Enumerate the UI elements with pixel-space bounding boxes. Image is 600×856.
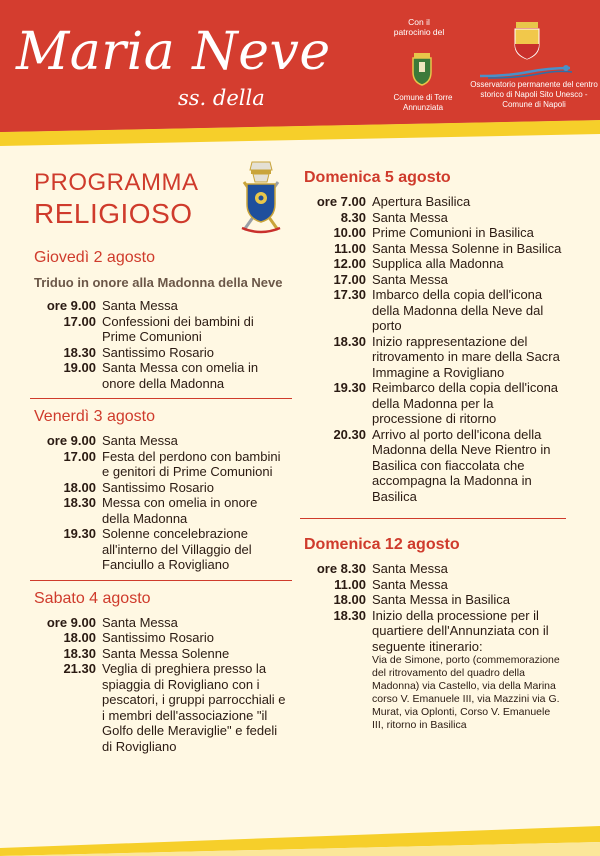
- event-time: ore 9.00: [46, 614, 96, 630]
- event-text: Imbarco della copia dell'icona della Madonna della Neve dal porto: [372, 287, 544, 333]
- list-item: [304, 561, 562, 577]
- event-time: 17.30: [333, 287, 366, 302]
- event-text: Inizio della processione per il quartiere dell'Annunziata con il seguente itinerario:: [372, 607, 549, 654]
- list-item: [34, 298, 288, 314]
- event-time: 8.30: [340, 209, 366, 225]
- torre-annunziata-crest-icon: [409, 52, 435, 86]
- event-text-with-note: [366, 608, 562, 733]
- event-time: 17.00: [333, 271, 366, 287]
- divider: [300, 518, 566, 519]
- list-item: [34, 449, 288, 480]
- event-title: Maria Neve: [16, 22, 331, 82]
- event-text: Santa Messa Solenne: [102, 645, 230, 661]
- event-time: 18.30: [333, 333, 366, 349]
- list-item: [304, 210, 562, 226]
- event-text: Santa Messa Solenne in Basilica: [372, 240, 562, 256]
- list-item: [304, 194, 562, 210]
- event-time: 18.00: [63, 630, 96, 646]
- program-heading: [34, 168, 199, 231]
- day-title-sabato: Sabato 4 agosto: [34, 589, 151, 607]
- divider: [30, 580, 292, 581]
- event-time: 18.30: [63, 495, 96, 511]
- event-text: Santa Messa: [102, 614, 178, 630]
- event-time: 19.30: [333, 380, 366, 395]
- event-time: 11.00: [334, 240, 366, 256]
- program-heading-line2: RELIGIOSO: [34, 198, 193, 230]
- event-time: 18.30: [333, 607, 366, 623]
- event-text: Santa Messa: [102, 298, 178, 314]
- event-text: Santissimo Rosario: [102, 344, 214, 360]
- program-heading-line1: PROGRAMMA: [34, 169, 199, 196]
- papal-coat-of-arms-icon: [236, 160, 286, 238]
- event-text: Inizio rappresentazione del ritrovamento in mare della Sacra Immagine a Rovigliano: [372, 333, 560, 380]
- list-item: [34, 646, 288, 662]
- event-text: Festa del perdono con bambini e genitori di Prime Comunioni: [102, 448, 281, 480]
- event-text: Santa Messa: [102, 433, 178, 449]
- event-time: 18.30: [63, 645, 96, 661]
- event-time: 19.00: [63, 360, 96, 376]
- event-text: Santa Messa: [372, 561, 448, 576]
- event-time: ore 8.30: [316, 561, 366, 576]
- event-time: ore 9.00: [46, 433, 96, 449]
- event-text: Santa Messa: [372, 209, 448, 225]
- event-time: 10.00: [333, 225, 366, 240]
- comune-label: Comune di Torre Annunziata: [393, 93, 453, 112]
- event-text: Solenne concelebrazione all'interno del Villaggio del Fanciullo a Rovigliano: [102, 526, 252, 573]
- event-time: 21.30: [63, 661, 96, 677]
- event-text: Messa con omelia in onore della Madonna: [102, 495, 258, 526]
- list-item: [34, 615, 288, 631]
- event-time: 18.00: [333, 592, 366, 607]
- observatory-wave-icon: [478, 62, 574, 80]
- list-item: [304, 241, 562, 257]
- event-time: 11.00: [334, 576, 366, 592]
- right-column: [304, 166, 562, 732]
- event-text: Prime Comunioni in Basilica: [372, 225, 534, 240]
- list-item: [304, 225, 562, 241]
- list-item: [34, 314, 288, 345]
- event-text: Apertura Basilica: [372, 194, 471, 209]
- event-time: 18.00: [63, 479, 96, 495]
- list-item: [304, 272, 562, 288]
- list-item: [304, 427, 562, 505]
- event-time: 17.00: [63, 448, 96, 464]
- day-title-venerdi: Venerdì 3 agosto: [34, 408, 155, 426]
- napoli-crest-icon: [510, 22, 544, 60]
- event-time: ore 7.00: [316, 194, 366, 209]
- event-text: Santissimo Rosario: [102, 630, 214, 646]
- divider: [30, 398, 292, 399]
- event-text: Santa Messa con omelia in onore della Madonna: [102, 360, 259, 391]
- list-item: [34, 480, 288, 496]
- list-item: [34, 630, 288, 646]
- event-time: ore 9.00: [46, 298, 96, 314]
- event-subtitle: ss. della: [178, 86, 265, 110]
- list-item: [304, 608, 562, 733]
- event-time: 20.30: [333, 426, 366, 442]
- left-column: [34, 246, 288, 754]
- patronage-label: Con il patrocinio del: [393, 17, 445, 37]
- list-item: [34, 526, 288, 573]
- day-intro: Triduo in onore alla Madonna della Neve: [34, 275, 283, 290]
- list-item: [34, 661, 288, 754]
- itinerary-note: Via de Simone, porto (commemorazione del ritrovamento del quadro della Madonna) via Castello, via della Marina corso V. Emanuele III, via Mazzini via G. Murat, via Oplonti, Corso V. Emanuele III, ritorno in Basilica: [372, 654, 560, 731]
- event-text: Santa Messa: [372, 576, 448, 592]
- event-text: Santissimo Rosario: [102, 479, 214, 495]
- footer-yellow-stripe: [0, 822, 600, 856]
- list-item: [34, 433, 288, 449]
- list-item: [304, 256, 562, 272]
- event-time: 17.00: [63, 313, 96, 329]
- event-text: Santa Messa: [372, 271, 448, 287]
- list-item: [304, 380, 562, 427]
- event-text: Reimbarco della copia dell'icona della Madonna per la processione di ritorno: [372, 380, 559, 426]
- list-item: [34, 360, 288, 391]
- list-item: [34, 495, 288, 526]
- list-item: [304, 592, 562, 608]
- day-title-domenica-5: Domenica 5 agosto: [304, 169, 451, 186]
- event-text: Confessioni dei bambini di Prime Comunioni: [102, 313, 254, 345]
- event-text: Veglia di preghiera presso la spiaggia di Rovigliano con i pescatori, i gruppi parrocchiali e i membri dell'associazione "il Golfo delle Meraviglie" e fedeli di Rovigliano: [102, 661, 286, 754]
- event-text: Supplica alla Madonna: [372, 256, 504, 271]
- day-title-giovedi: Giovedì 2 agosto: [34, 249, 155, 266]
- event-text: Arrivo al porto dell'icona della Madonna della Neve Rientro in Basilica con fiaccolata che accompagna la Madonna in Basilica: [372, 426, 551, 504]
- observatory-label: Osservatorio permanente del centro storico di Napoli Sito Unesco - Comune di Napoli: [470, 80, 598, 109]
- header-yellow-stripe: [0, 120, 600, 160]
- event-text: Santa Messa in Basilica: [372, 592, 511, 607]
- list-item: [304, 287, 562, 334]
- event-time: 18.30: [63, 344, 96, 360]
- list-item: [34, 345, 288, 361]
- list-item: [304, 577, 562, 593]
- event-time: 12.00: [333, 256, 366, 271]
- event-time: 19.30: [63, 526, 96, 542]
- list-item: [304, 334, 562, 381]
- day-title-domenica-12: Domenica 12 agosto: [304, 536, 460, 553]
